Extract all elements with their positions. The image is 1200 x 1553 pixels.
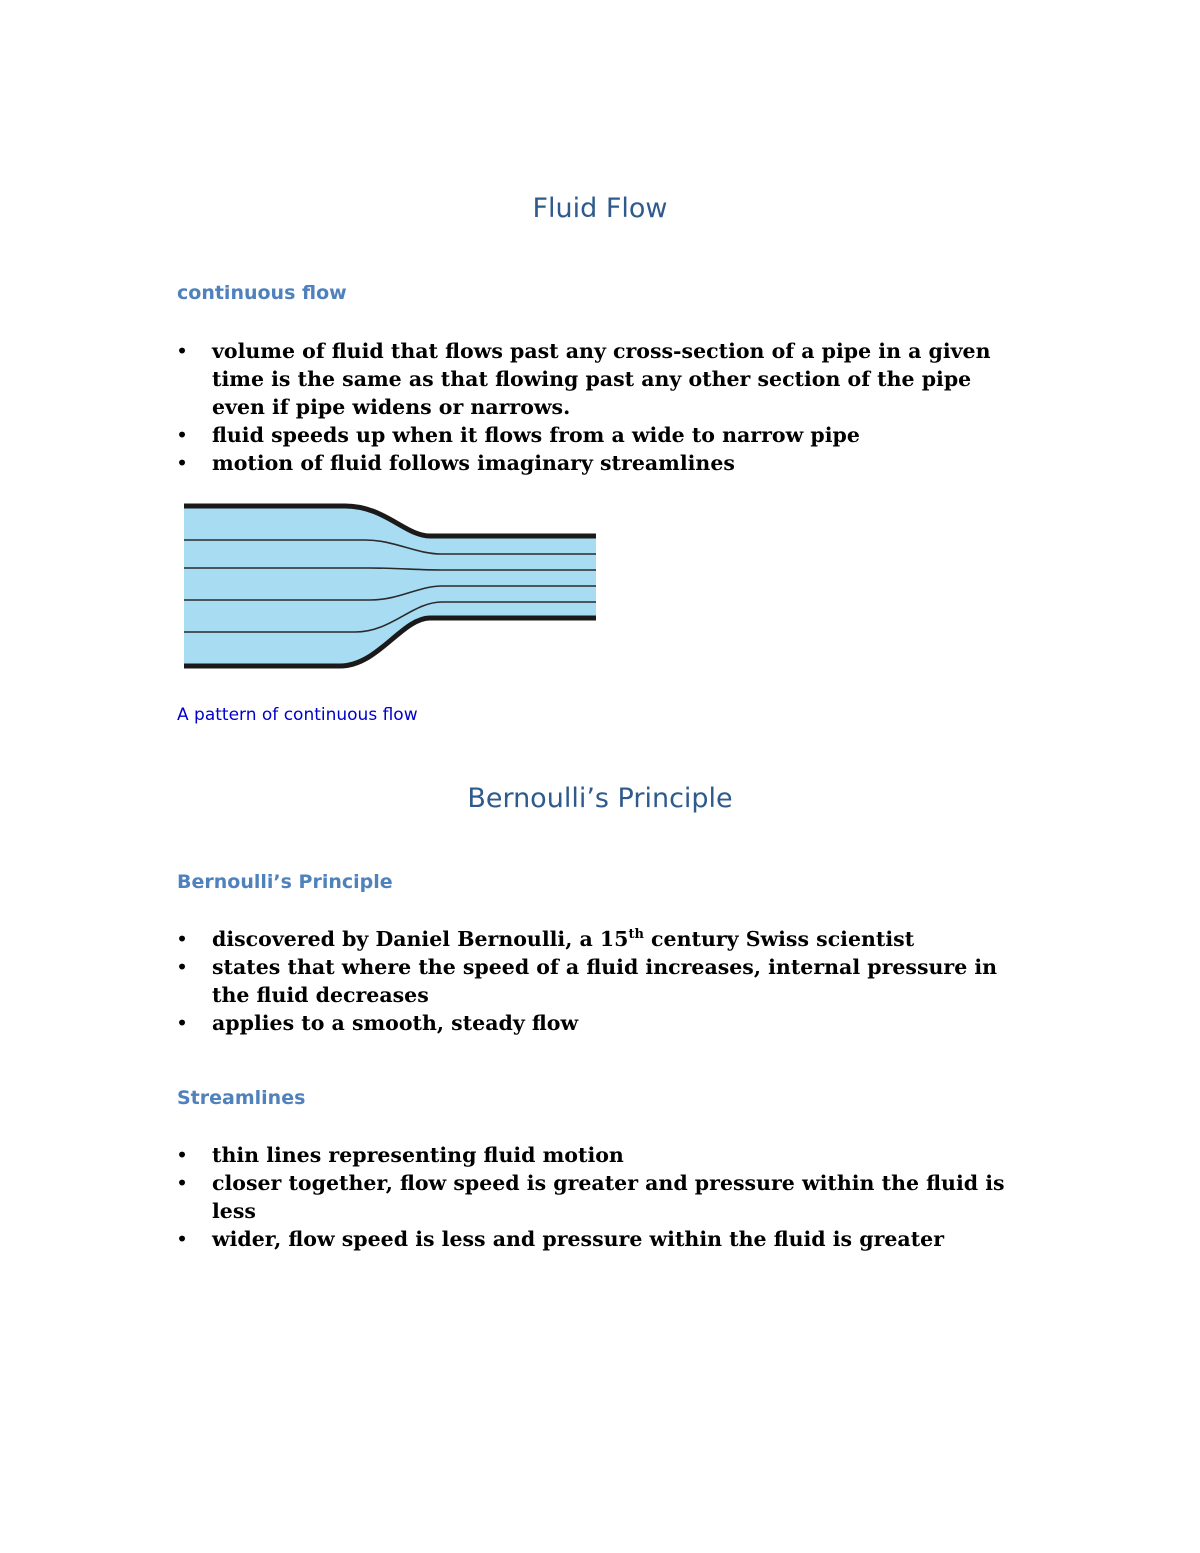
list-item xyxy=(176,953,1026,1009)
section-title-fluid-flow: Fluid Flow xyxy=(532,193,668,224)
list-item xyxy=(176,337,1026,421)
subheading-streamlines: Streamlines xyxy=(177,1087,306,1109)
subheading-continuous-flow: continuous flow xyxy=(177,282,347,304)
list-item xyxy=(176,449,1026,477)
list-item xyxy=(176,1225,1026,1253)
list-item-text: closer together, flow speed is greater and pressure within the fluid is less xyxy=(212,1171,1005,1223)
list-item-text-part: century Swiss scientist xyxy=(643,927,915,951)
bullet-glyph: • xyxy=(176,1227,189,1251)
list-item-text: states that where the speed of a fluid increases, internal pressure in the fluid decreases xyxy=(212,955,998,1007)
list-item xyxy=(176,1169,1026,1225)
list-item xyxy=(176,925,1026,953)
section-title-bernoulli: Bernoulli’s Principle xyxy=(467,783,733,814)
ordinal-superscript: th xyxy=(628,927,644,943)
list-item-text: volume of fluid that flows past any cross-section of a pipe in a given time is the same as that flowing past any other section of the pipe even if pipe widens or narrows. xyxy=(212,339,991,419)
list-item xyxy=(176,1141,1026,1169)
bullet-glyph: • xyxy=(176,927,189,951)
bullet-glyph: • xyxy=(176,451,189,475)
list-item-text-part: discovered by Daniel Bernoulli, a 15 xyxy=(212,927,629,951)
bullet-glyph: • xyxy=(176,955,189,979)
list-item xyxy=(176,421,1026,449)
bullet-glyph: • xyxy=(176,1171,189,1195)
figure-caption: A pattern of continuous flow xyxy=(177,705,418,725)
bullet-list-bernoulli xyxy=(176,925,1026,1037)
bullet-list-continuous-flow xyxy=(176,337,1026,477)
bullet-glyph: • xyxy=(176,339,189,363)
list-item-text: motion of fluid follows imaginary streamlines xyxy=(212,451,735,475)
list-item-text: thin lines representing fluid motion xyxy=(212,1143,624,1167)
bullet-glyph: • xyxy=(176,423,189,447)
list-item-text: applies to a smooth, steady flow xyxy=(212,1011,579,1035)
bullet-glyph: • xyxy=(176,1143,189,1167)
list-item-text: wider, flow speed is less and pressure within the fluid is greater xyxy=(212,1227,945,1251)
list-item xyxy=(176,1009,1026,1037)
list-item-text xyxy=(212,927,914,951)
bullet-glyph: • xyxy=(176,1011,189,1035)
bullet-list-streamlines xyxy=(176,1141,1026,1253)
continuous-flow-pipe-diagram xyxy=(180,498,600,680)
subheading-bernoulli-principle: Bernoulli’s Principle xyxy=(177,871,393,893)
list-item-text: fluid speeds up when it flows from a wide to narrow pipe xyxy=(212,423,860,447)
